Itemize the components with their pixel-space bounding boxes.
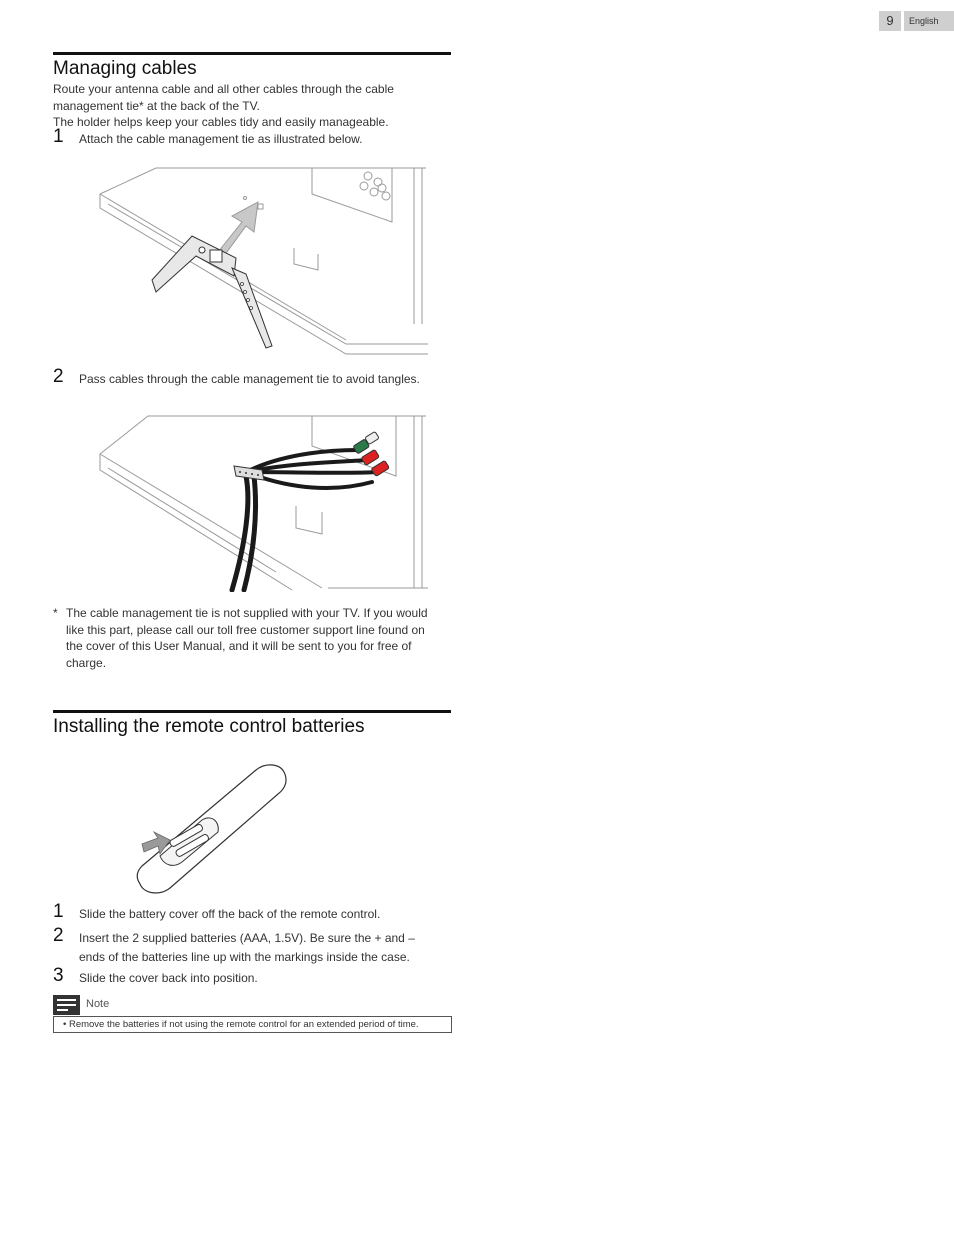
footnote-line: charge.: [66, 655, 107, 670]
step-text: Slide the battery cover off the back of the remote control.: [79, 907, 381, 921]
step-number: 1: [53, 126, 64, 147]
battery-step-1: [53, 901, 451, 924]
step-1: [53, 126, 451, 149]
step-text: Slide the cover back into position.: [79, 971, 258, 985]
note-text: • Remove the batteries if not using the remote control for an extended period of time.: [63, 1019, 419, 1030]
managing-cables-section: [53, 52, 451, 131]
section-rule: [53, 710, 451, 713]
cable-tie-attach-illustration: [96, 164, 428, 360]
note-icon: [53, 995, 80, 1015]
step-text: ends of the batteries line up with the markings inside the case.: [79, 950, 410, 964]
language-tab: English: [904, 11, 954, 31]
section-title: Installing the remote control batteries: [53, 716, 365, 737]
step-text: Insert the 2 supplied batteries (AAA, 1.5V). Be sure the + and –: [79, 931, 415, 945]
intro-line: The holder helps keep your cables tidy and easily manageable.: [53, 115, 389, 129]
step-number: 1: [53, 901, 64, 922]
note-header: [53, 995, 451, 1015]
footnote-mark: *: [53, 606, 58, 620]
remote-control-illustration: [132, 762, 292, 896]
step-number: 2: [53, 925, 64, 946]
cables-through-tie-illustration: [96, 412, 428, 592]
section-title: Managing cables: [53, 58, 197, 79]
section-rule: [53, 52, 451, 55]
page-number: 9: [879, 11, 901, 31]
note-label: Note: [86, 998, 110, 1010]
battery-step-2: [53, 925, 451, 967]
intro-line: management tie* at the back of the TV.: [53, 98, 260, 113]
step-number: 3: [53, 965, 64, 986]
step-number: 2: [53, 366, 64, 387]
batteries-section: [53, 710, 451, 739]
step-2: [53, 366, 451, 389]
step-text: Pass cables through the cable management tie to avoid tangles.: [79, 372, 420, 386]
intro-line: Route your antenna cable and all other cables through the cable: [53, 82, 394, 96]
footnote-line: the cover of this User Manual, and it will be sent to you for free of: [66, 639, 412, 653]
footnote-line: like this part, please call our toll free customer support line found on: [66, 622, 425, 637]
footnote: [53, 605, 451, 671]
battery-step-3: [53, 965, 451, 988]
step-text: Attach the cable management tie as illustrated below.: [79, 132, 363, 146]
footnote-line: The cable management tie is not supplied with your TV. If you would: [66, 606, 428, 620]
note-box: [53, 1016, 452, 1033]
